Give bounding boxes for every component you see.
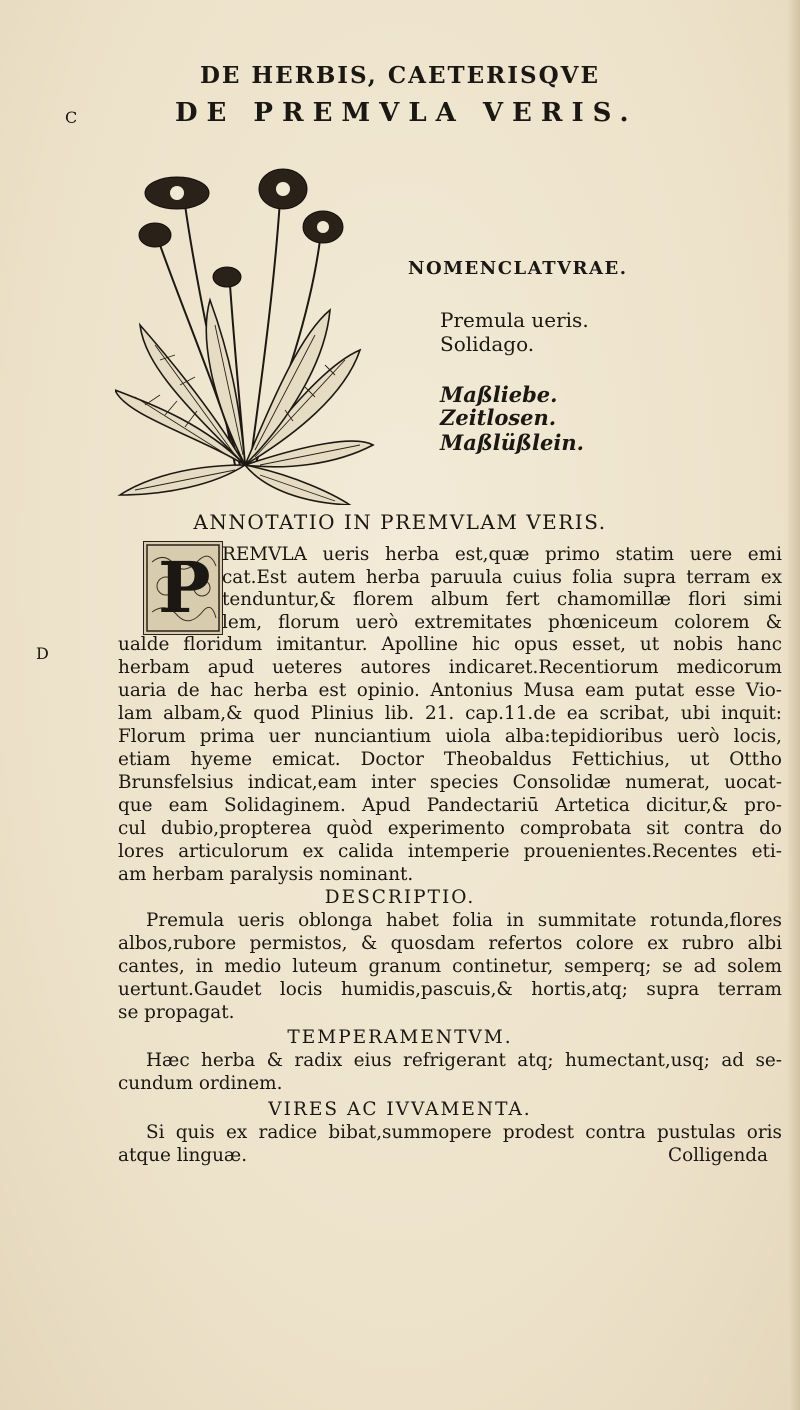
initial-letter: P bbox=[158, 546, 211, 629]
text-line: Florum prima uer nunciantium uiola alba:tepidioribus uerò locis, bbox=[118, 726, 782, 747]
decorated-initial bbox=[143, 541, 223, 635]
text-line: herbam apud ueteres autores indicaret.Recentiorum medicorum bbox=[118, 657, 782, 678]
text-line: uaria de hac herba est opinio. Antonius Musa eam putat esse Vio- bbox=[118, 680, 782, 701]
premula-woodcut-illustration bbox=[115, 165, 375, 505]
text-line: lem, florum uerò extremitates phœniceum colorem & bbox=[222, 612, 782, 633]
text-line: uertunt.Gaudet locis humidis,pascuis,& hortis,atq; supra terram bbox=[118, 979, 782, 1000]
text-line: Hæc herba & radix eius refrigerant atq; humectant,usq; ad se- bbox=[146, 1050, 782, 1071]
margin-mark-d: D bbox=[36, 644, 49, 663]
text-line: Si quis ex radice bibat,summopere prodest contra pustulas oris bbox=[146, 1122, 782, 1143]
chapter-title: DE PREMVLA VERIS. bbox=[175, 98, 638, 128]
annotation-heading: ANNOTATIO IN PREMVLAM VERIS. bbox=[193, 510, 607, 534]
text-line: se propagat. bbox=[118, 1002, 235, 1023]
text-line: cundum ordinem. bbox=[118, 1073, 283, 1094]
german-name: Zeitlosen. bbox=[440, 405, 557, 430]
text-line: Brunsfelsius indicat,eam inter species Consolidæ numerat, uocat- bbox=[118, 772, 782, 793]
text-line: atque linguæ. bbox=[118, 1145, 248, 1166]
latin-name: Premula ueris. bbox=[440, 308, 589, 332]
text-line: lam albam,& quod Plinius lib. 21. cap.11.de ea scribat, ubi inquit: bbox=[118, 703, 782, 724]
text-line: cat.Est autem herba paruula cuius folia supra terram ex bbox=[222, 567, 782, 588]
text-line: am herbam paralysis nominant. bbox=[118, 864, 414, 885]
text-line: albos,rubore permistos, & quosdam refertos colore ex rubro albi bbox=[118, 933, 782, 954]
text-line: que eam Solidaginem. Apud Pandectariū Artetica dicitur,& pro- bbox=[118, 795, 782, 816]
german-name: Maßlüßlein. bbox=[440, 430, 584, 455]
latin-name: Solidago. bbox=[440, 332, 535, 356]
text-line: Premula ueris oblonga habet folia in summitate rotunda,flores bbox=[146, 910, 782, 931]
text-line: ualde floridum imitantur. Apolline hic opus esset, ut nobis hanc bbox=[118, 634, 782, 655]
text-line: REMVLA ueris herba est,quæ primo statim uere emi bbox=[222, 544, 782, 565]
margin-mark-c: C bbox=[65, 108, 78, 127]
german-name: Maßliebe. bbox=[440, 382, 558, 407]
text-line: etiam hyeme emicat. Doctor Theobaldus Fettichius, ut Ottho bbox=[118, 749, 782, 770]
running-head: DE HERBIS, CAETERISQVE bbox=[199, 62, 601, 89]
nomenclature-heading: NOMENCLATVRAE. bbox=[408, 258, 628, 279]
vires-heading: VIRES AC IVVAMENTA. bbox=[268, 1099, 532, 1120]
text-line: lores articulorum ex calida intemperie prouenientes.Recentes eti- bbox=[118, 841, 782, 862]
text-line: tenduntur,& florem album fert chamomillæ flori simi bbox=[222, 589, 782, 610]
catchword: Colligenda bbox=[668, 1145, 769, 1166]
descriptio-heading: DESCRIPTIO. bbox=[324, 887, 476, 908]
temperamentum-heading: TEMPERAMENTVM. bbox=[287, 1027, 513, 1048]
text-line: cantes, in medio luteum granum continetur, semperq; se ad solem bbox=[118, 956, 782, 977]
page-edge bbox=[788, 0, 800, 1410]
text-line: cul dubio,propterea quòd experimento comprobata sit contra do bbox=[118, 818, 782, 839]
